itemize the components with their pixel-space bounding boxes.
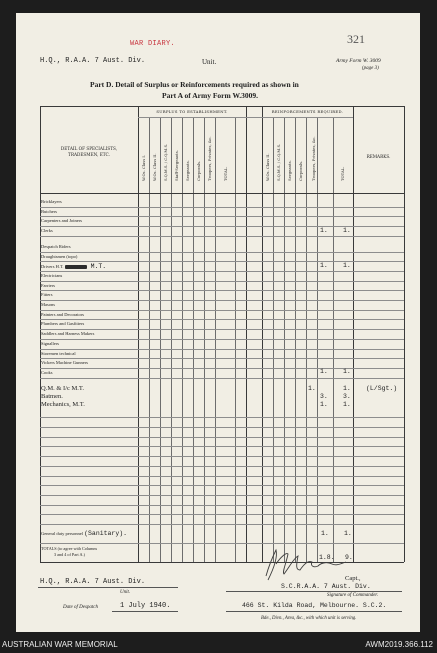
table-row-rule: [40, 485, 404, 486]
page-number: 321: [347, 32, 365, 46]
war-diary-stamp: WAR DIARY.: [130, 40, 176, 48]
table-row-label: Saddlers and Harness Makers: [41, 331, 95, 337]
typed-row-label: Q.M. & I/c M.T.: [41, 384, 85, 392]
table-column-rule: [353, 106, 354, 562]
troopers-value: 1.: [320, 261, 328, 269]
remarks-header: REMARKS.: [366, 154, 391, 159]
table-row-rule: [40, 505, 404, 506]
column-header-text: Corporals.: [196, 160, 201, 181]
totals-label-line1: TOTALS (to agree with Columns: [41, 546, 98, 551]
address-caption: Bde., Divn., Area, &c., with which unit is serving.: [261, 616, 357, 621]
table-row-rule: [40, 193, 404, 194]
corporals-value: 1.: [308, 384, 316, 392]
total-value: 1.: [343, 400, 351, 408]
total-value: 3.: [343, 392, 351, 400]
totals-troopers: 1.8.: [319, 554, 335, 561]
commander-signature-line: [226, 591, 402, 592]
reinforcements-header: REINFORCEMENTS REQUIRED.: [271, 109, 344, 114]
table-column-rule: [404, 106, 405, 562]
troopers-value: 1.: [320, 226, 328, 234]
totals-total: 9.: [345, 554, 353, 561]
table-row-label: Draughtsmen (topo): [41, 253, 78, 259]
totals-label-line2: 3 and 4 of Part A.): [54, 552, 85, 557]
table-row-label: [41, 264, 106, 271]
archive-caption-bar: [0, 640, 437, 653]
table-column-rule: [246, 106, 247, 562]
column-header-text: TOTAL.: [223, 166, 228, 181]
footer-unit-typed: H.Q., R.A.A. 7 Aust. Div.: [40, 578, 146, 586]
table-row-rule: [40, 524, 404, 525]
form-title-line2: Part A of Army Form W.3009.: [162, 91, 259, 100]
table-column-rule: [138, 106, 139, 562]
table-row-rule: [40, 476, 404, 477]
unit-signature-line: [38, 587, 178, 588]
table-row-label: Painters and Decorators: [41, 311, 84, 317]
commander-typed: S.C.R.A.A. 7 Aust. Div.: [281, 583, 371, 590]
troopers-value: 1.: [320, 368, 328, 376]
table-column-rule: [262, 106, 263, 562]
table-row-label: Electricians: [41, 272, 63, 278]
table-row-rule: [40, 358, 404, 359]
table-row-rule: [40, 290, 404, 291]
table-row-rule: [40, 349, 404, 350]
table-row-rule: [40, 378, 404, 379]
table-row-rule: [40, 252, 404, 253]
table-row-rule: [40, 456, 404, 457]
row-label-prefix: Drivers H.T.: [41, 264, 65, 270]
total-value: 1.: [343, 368, 351, 376]
table-row-rule: [40, 106, 404, 107]
archive-name: AUSTRALIAN WAR MEMORIAL: [2, 640, 118, 649]
table-row-label: Clerks: [41, 228, 53, 234]
surplus-header: SURPLUS TO ESTABLISHMENT.: [156, 109, 228, 114]
table-row-label: Bricklayers: [41, 199, 62, 204]
table-row-rule: [40, 339, 404, 340]
column-header-text: TOTAL.: [340, 166, 345, 181]
redacted-text: (XXXXXX): [65, 264, 86, 270]
address-typed: 466 St. Kilda Road, Melbourne. S.C.2.: [242, 602, 387, 609]
table-row-label: Vickers Machine Gunners: [41, 360, 88, 366]
general-duty-row-label: [41, 531, 127, 538]
table-row-label: Plumbers and Gasfitters: [41, 321, 85, 327]
unit-label: Unit.: [202, 58, 217, 66]
table-row-label: Carpenters and Joiners: [41, 218, 82, 224]
table-row-rule: [40, 319, 404, 320]
row-label-suffix: M.T.: [86, 263, 107, 271]
column-header-text: Sergeants.: [287, 160, 292, 181]
typed-row-label: Batmen.: [41, 392, 63, 400]
column-header-text: S.Q.M.S. / C.Q.M.S.: [163, 143, 168, 181]
total-value: 1.: [343, 261, 351, 269]
troopers-value: 1.: [320, 400, 328, 408]
general-duty-typed: (Sanitary).: [84, 530, 128, 537]
table-row-rule: [40, 281, 404, 282]
detail-header-text: DETAIL OF SPECIALISTS, TRADESMEN, ETC.: [60, 146, 118, 157]
table-row-rule: [40, 329, 404, 330]
column-header-text: Troopers, Privates, &c.: [311, 136, 316, 181]
date-line: [112, 611, 178, 612]
column-header-text: W.Os. Class I.: [141, 154, 146, 181]
table-row-label: Despatch Riders: [41, 243, 71, 249]
table-row-label: Cooks: [41, 369, 53, 375]
column-header-text: W.Os. Class II.: [265, 153, 270, 181]
army-form-label: Army Form W. 3009: [336, 58, 381, 64]
commander-rank: Capt.,: [345, 575, 361, 582]
column-header-text: W.Os. Class II.: [152, 153, 157, 181]
archive-reference: AWM2019.366.112: [365, 640, 433, 649]
table-row-label: Fitters: [41, 292, 53, 298]
general-duty-total: 1.: [344, 530, 352, 537]
column-header-text: S.Q.M.S. / C.Q.M.S.: [276, 143, 281, 181]
table-row-rule: [40, 216, 404, 217]
column-header-text: Troopers, Privates, &c.: [207, 136, 212, 181]
total-value: 1.: [343, 226, 351, 234]
table-row-rule: [40, 514, 404, 515]
table-row-label: Storemen technical: [41, 350, 76, 356]
table-row-rule: [40, 466, 404, 467]
remarks-value: (L/Sgt.): [366, 384, 398, 392]
column-header-text: Sergeants.: [185, 160, 190, 181]
table-row-rule: [40, 446, 404, 447]
table-row-rule: [40, 437, 404, 438]
detail-header: [40, 146, 138, 158]
troopers-value: 3.: [320, 392, 328, 400]
army-form-page: (page 3): [362, 66, 379, 71]
typed-row-label: Mechanics, M.T.: [41, 400, 85, 408]
address-line: [226, 611, 402, 612]
general-duty-label: General duty personnel: [41, 531, 83, 536]
date-caption: Date of Despatch: [63, 605, 98, 610]
table-row-rule: [40, 207, 404, 208]
footer-unit-caption: Unit.: [120, 590, 131, 595]
table-row-rule: [40, 310, 404, 311]
table-row-label: Butchers: [41, 208, 57, 214]
document-page: [16, 13, 420, 632]
form-title-line1: Part D. Detail of Surplus or Reinforcements required as shown in: [90, 80, 299, 89]
column-header-text: Staff-Sergeants.: [174, 150, 179, 181]
general-duty-troopers: 1.: [321, 530, 329, 537]
table-row-label: Masons: [41, 302, 56, 307]
table-row-rule: [138, 117, 353, 118]
table-row-rule: [40, 236, 404, 237]
table-row-rule: [40, 417, 404, 418]
table-row-label: Signallers: [41, 340, 59, 346]
table-row-rule: [40, 271, 404, 272]
surplus-reinforcement-table: [40, 106, 404, 562]
commander-caption: Signature of Commander.: [327, 593, 379, 598]
table-row-rule: [40, 427, 404, 428]
commander-signature: [260, 544, 350, 584]
unit-name: H.Q., R.A.A. 7 Aust. Div.: [40, 57, 146, 65]
total-value: 1.: [343, 384, 351, 392]
table-row-rule: [40, 495, 404, 496]
date-of-despatch: 1 July 1940.: [120, 602, 171, 610]
column-header-text: Corporals.: [298, 160, 303, 181]
table-row-label: Farriers: [41, 282, 55, 288]
table-row-rule: [40, 300, 404, 301]
